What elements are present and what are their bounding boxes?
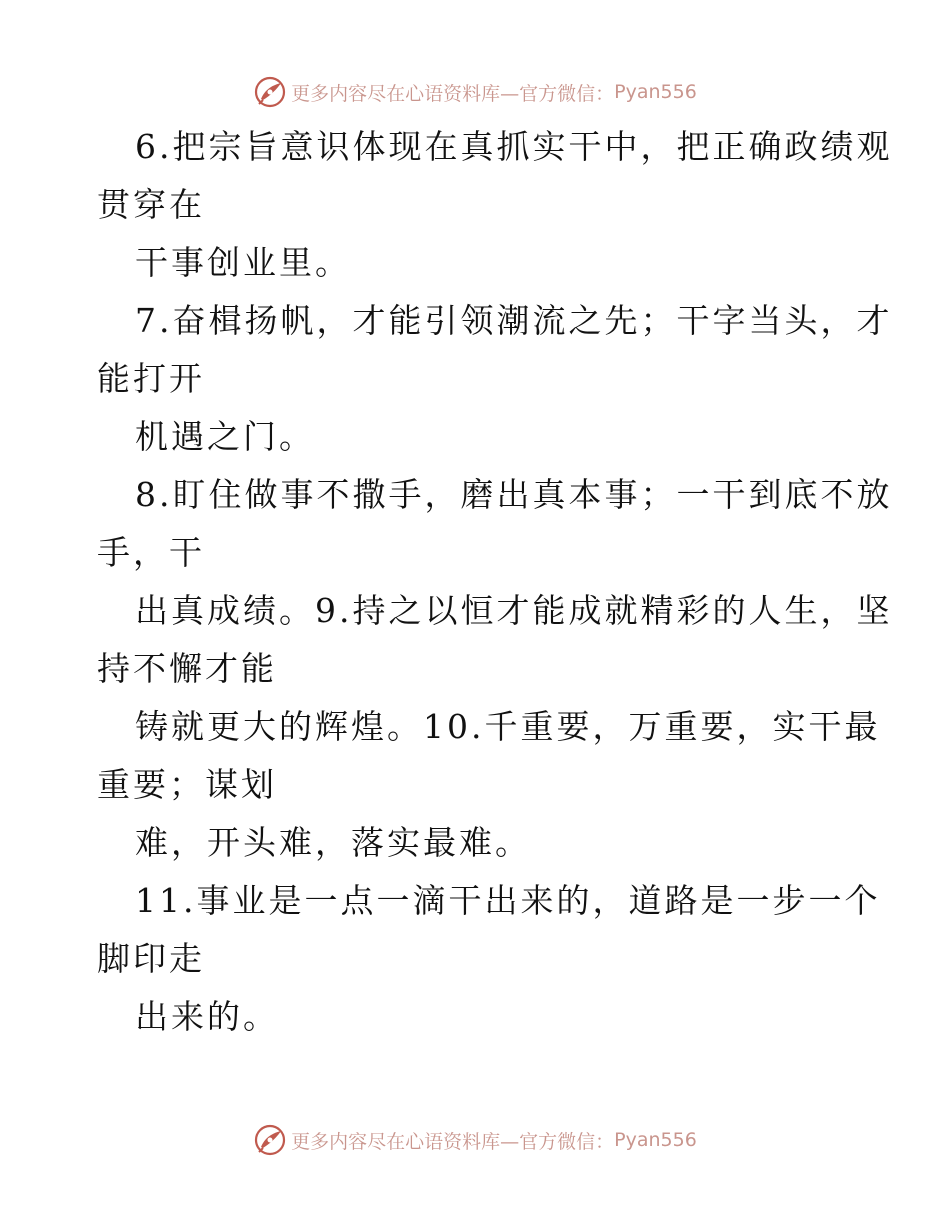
text-line: 手，干	[97, 533, 205, 572]
text-line: 铸就更大的辉煌。10.千重要，万重要，实干最	[135, 707, 881, 746]
watermark-wechat-id: Pyan556	[614, 1129, 697, 1151]
footer-watermark	[0, 1120, 950, 1160]
text-line: 持不懈才能	[97, 649, 277, 688]
text-line: 难，开头难，落实最难。	[135, 823, 531, 862]
watermark-wechat-id: Pyan556	[614, 81, 697, 103]
text-line: 7.奋楫扬帆，才能引领潮流之先；干字当头，才	[135, 301, 893, 340]
pen-logo-icon	[253, 75, 287, 109]
text-line: 重要；谋划	[97, 765, 277, 804]
text-line: 脚印走	[97, 939, 205, 978]
document-body	[97, 118, 893, 1046]
text-line: 干事创业里。	[135, 243, 351, 282]
text-line: 11.事业是一点一滴干出来的，道路是一步一个	[135, 881, 881, 920]
text-line: 6.把宗旨意识体现在真抓实干中，把正确政绩观	[135, 127, 893, 166]
text-line: 机遇之门。	[135, 417, 315, 456]
text-line: 能打开	[97, 359, 205, 398]
header-watermark	[0, 72, 950, 112]
watermark-text: 更多内容尽在心语资料库—官方微信：	[291, 82, 615, 105]
text-line: 出来的。	[135, 997, 279, 1036]
text-line: 贯穿在	[97, 185, 205, 224]
text-line: 出真成绩。9.持之以恒才能成就精彩的人生，坚	[135, 591, 893, 630]
watermark-text: 更多内容尽在心语资料库—官方微信：	[291, 1130, 615, 1153]
pen-logo-icon	[253, 1123, 287, 1157]
text-line: 8.盯住做事不撒手，磨出真本事；一干到底不放	[135, 475, 893, 514]
